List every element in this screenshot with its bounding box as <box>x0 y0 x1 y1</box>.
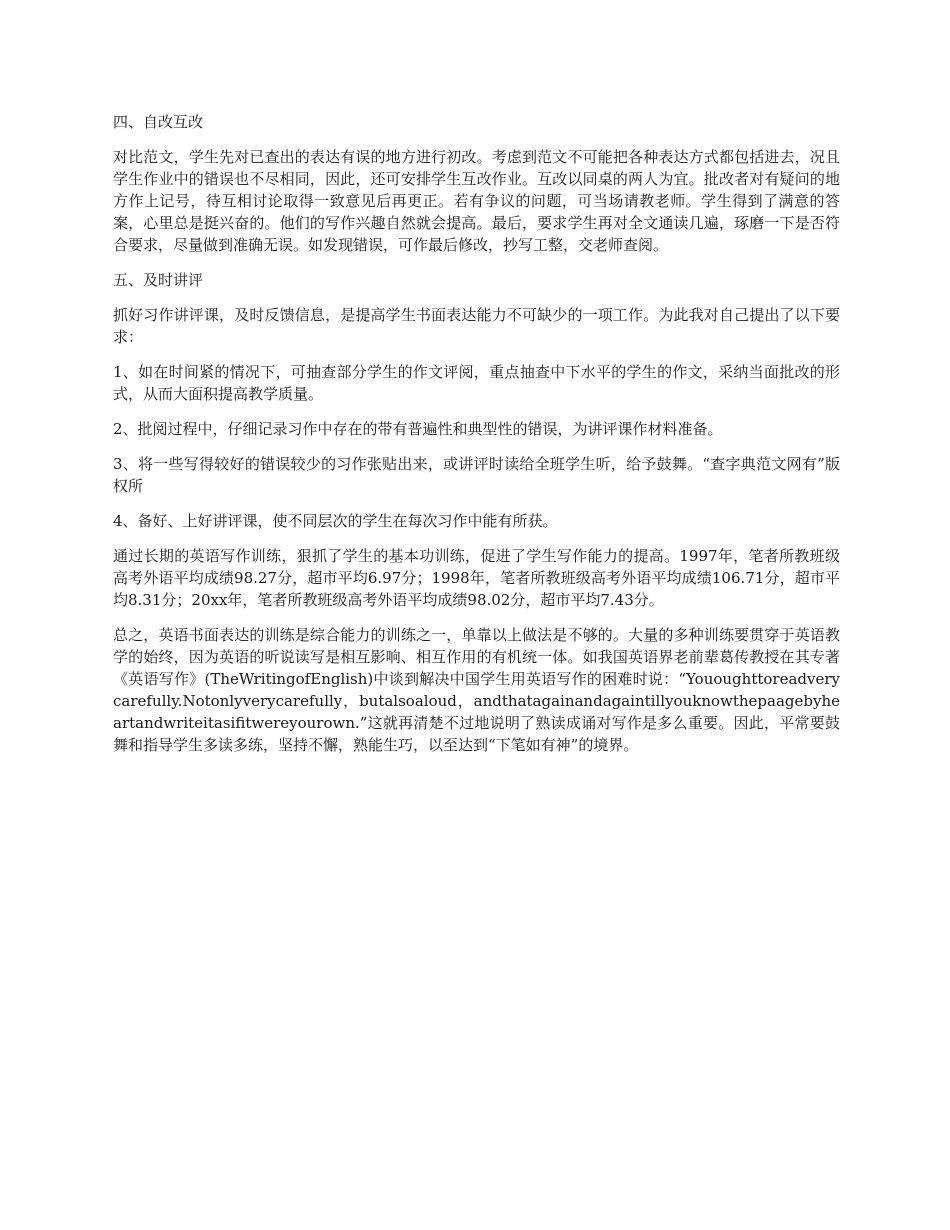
document-body <box>113 111 840 769</box>
list-item-1: 1、如在时间紧的情况下，可抽查部分学生的作文评阅，重点抽查中下水平的学生的作文，采纳当面批改的形式，从而大面积提高教学质量。 <box>113 363 840 403</box>
section-heading-self-revision: 四、自改互改 <box>113 113 204 131</box>
list-item-4: 4、备好、上好讲评课，使不同层次的学生在每次习作中能有所获。 <box>113 512 558 530</box>
list-item-3: 3、将一些写得较好的错误较少的习作张贴出来，或讲评时读给全班学生听，给予鼓舞。“查字典范文网有”版权所 <box>113 455 840 495</box>
paragraph-self-revision: 对比范文，学生先对已查出的表达有误的地方进行初改。考虑到范文不可能把各种表达方式都包括进去，况且学生作业中的错误也不尽相同，因此，还可安排学生互改作业。互改以同桌的两人为宜。批改者对有疑问的地方作上记号，待互相讨论取得一致意见后再更正。若有争议的问题，可当场请教老师。学生得到了满意的答案，心里总是挺兴奋的。他们的写作兴趣自然就会提高。最后，要求学生再对全文通读几遍，琢磨一下是否符合要求，尽量做到准确无误。如发现错误，可作最后修改，抄写工整，交老师查阅。 <box>113 148 840 254</box>
list-item-2: 2、批阅过程中，仔细记录习作中存在的带有普遍性和典型性的错误，为讲评课作材料准备。 <box>113 420 723 438</box>
paragraph-conclusion: 总之，英语书面表达的训练是综合能力的训练之一，单靠以上做法是不够的。大量的多种训练要贯穿于英语教学的始终，因为英语的听说读写是相互影响、相互作用的有机统一体。如我国英语界老前辈葛传教授在其专著《英语写作》(TheWritingofEnglish)中谈到解决中国学生用英语写作的困难时说：“Yououghttoreadverycarefully.Notonlyverycarefully，butalsoaloud，andthatagainandagaintillyouknowthepaagebyheartandwriteitasifitwereyourown.”这就再清楚不过地说明了熟读成诵对写作是多么重要。因此，平常要鼓舞和指导学生多读多练，坚持不懈，熟能生巧，以至达到“下笔如有神”的境界。 <box>113 626 840 754</box>
paragraph-results: 通过长期的英语写作训练，狠抓了学生的基本功训练，促进了学生写作能力的提高。1997年，笔者所教班级高考外语平均成绩98.27分，超市平均6.97分；1998年，笔者所教班级高考外语平均成绩106.71分，超市平均8.31分；20xx年，笔者所教班级高考外语平均成绩98.02分，超市平均7.43分。 <box>113 547 840 609</box>
section-heading-timely-review: 五、及时讲评 <box>113 271 204 289</box>
paragraph-timely-review: 抓好习作讲评课，及时反馈信息，是提高学生书面表达能力不可缺少的一项工作。为此我对自己提出了以下要求： <box>113 306 840 346</box>
